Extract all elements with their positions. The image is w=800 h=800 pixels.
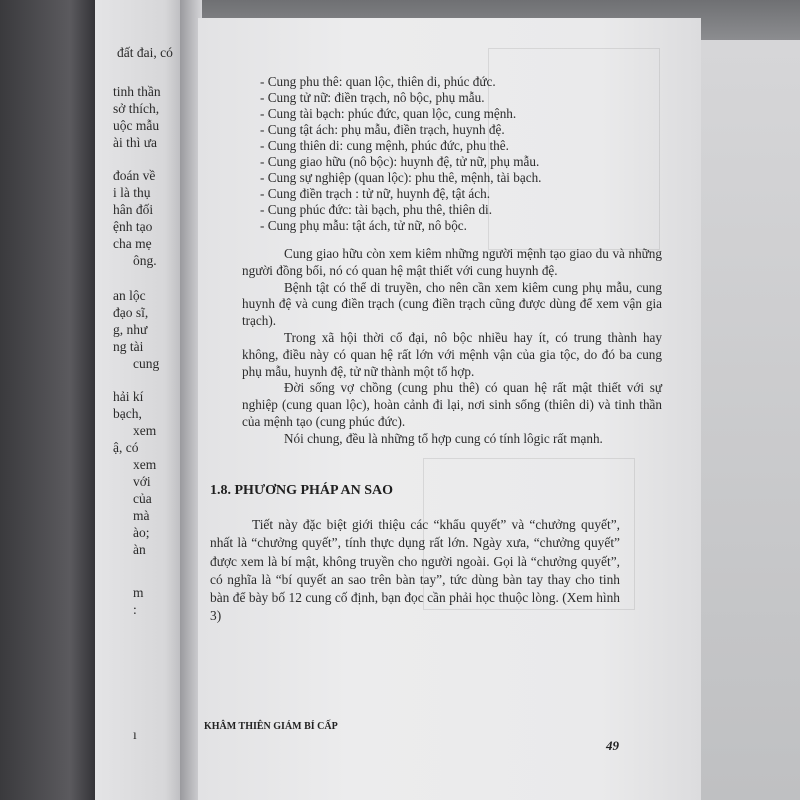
left-page-line: mà [133, 508, 150, 523]
list-item: - Cung thiên di: cung mệnh, phúc đức, phu thê. [260, 138, 509, 153]
left-page-line: : [133, 602, 137, 617]
left-page-line: ài thì ưa [113, 135, 158, 150]
paragraph: Tiết này đặc biệt giới thiệu các “khẩu quyết” và “chưởng quyết”, nhất là “chưởng quyết”, tính thực dụng rất lớn. Ngày xưa, “chưởng quyết” được xem là bí mật, không truyền cho người ngoài. Gọi là “chưởng quyết”, có nghĩa là “bí quyết an sao trên bàn tay”, tức dùng bàn tay thay cho tinh bàn để bày bố 12 cung cố định, bạn đọc cần phải học thuộc lòng. (Xem hình 3) [210, 517, 620, 624]
book-cover-edge [0, 0, 100, 800]
list-item: - Cung sự nghiệp (quan lộc): phu thê, mệnh, tài bạch. [260, 170, 542, 185]
body-paragraphs [242, 246, 662, 448]
left-page-line: xem [133, 457, 157, 472]
left-page-line: xem [133, 423, 157, 438]
left-page-line: ậ, có [113, 440, 139, 455]
list-item: - Cung phụ mẫu: tật ách, tử nữ, nô bộc. [260, 218, 467, 233]
paragraph: Bệnh tật có thể di truyền, cho nên cần xem kiêm cung phụ mẫu, cung huynh đệ và cung điền trạch (cung điền trạch cũng được dùng để xem vận gia trạch). [242, 279, 662, 329]
left-page-line: ng tài [113, 339, 144, 354]
left-page-line: với [133, 474, 151, 489]
left-page-line: ào; [133, 525, 150, 540]
left-page-line: đất đai, có [117, 45, 173, 60]
right-page [198, 18, 701, 800]
paragraph: Trong xã hội thời cổ đại, nô bộc nhiều hay ít, có trung thành hay không, điều này có quan hệ rất lớn với mệnh vận của gia tộc, do đó ba cung phụ mẫu, huynh đệ, tử nữ thành một tổ hợp. [242, 329, 662, 379]
left-page-line: cha mẹ [113, 236, 152, 251]
left-page-line: ông. [133, 253, 157, 268]
page-number: 49 [606, 738, 619, 753]
left-page-line: an lộc [113, 288, 146, 303]
paragraph: Đời sống vợ chồng (cung phu thê) có quan hệ rất mật thiết với sự nghiệp (cung quan lộc), hoàn cảnh đi lại, nơi sinh sống (thiên di) và tinh thần của mệnh tạo (cung phúc đức). [242, 380, 662, 429]
left-page-line: hải kí [113, 389, 144, 404]
list-item: - Cung tử nữ: điền trạch, nô bộc, phụ mẫu. [260, 90, 485, 105]
left-page-line: g, như [113, 322, 148, 337]
left-page-line: uộc mẫu [113, 118, 160, 133]
section-body [210, 516, 620, 626]
left-page-line: hân đối [113, 202, 154, 217]
left-page-line: ı [133, 727, 137, 742]
list-item: - Cung điền trạch : tử nữ, huynh đệ, tật ách. [260, 186, 491, 201]
left-page-line: tinh thần [113, 84, 161, 99]
list-item: - Cung tật ách: phụ mẫu, điền trạch, huynh đệ. [260, 122, 505, 137]
list-item: - Cung tài bạch: phúc đức, quan lộc, cung mệnh. [260, 106, 517, 121]
list-item: - Cung giao hữu (nô bộc): huynh đệ, tử nữ, phụ mẫu. [260, 154, 540, 169]
left-page-line: đạo sĩ, [113, 305, 149, 320]
left-page-line: ệnh tạo [113, 219, 153, 234]
background-book [700, 40, 800, 800]
left-page-line: àn [133, 542, 146, 557]
paragraph: Cung giao hữu còn xem kiêm những người mệnh tạo giao du và những người đồng bối, nó có quan hệ mật thiết với cung huynh đệ. [242, 246, 662, 278]
left-page-line: sở thích, [113, 101, 160, 116]
section-heading: 1.8. PHƯƠNG PHÁP AN SAO [210, 483, 394, 498]
list-item: - Cung phúc đức: tài bạch, phu thê, thiên di. [260, 202, 493, 217]
paragraph: Nói chung, đều là những tổ hợp cung có tính lôgic rất mạnh. [284, 430, 603, 446]
left-page-line: của [133, 491, 152, 506]
running-footer-title: KHÂM THIÊN GIÁM BÍ CẤP [204, 721, 338, 732]
left-page-line: i là thụ [113, 185, 151, 200]
bleed-through-table [488, 48, 660, 250]
left-page-line: bạch, [113, 406, 142, 421]
left-page-line: cung [133, 356, 160, 371]
list-item: - Cung phu thê: quan lộc, thiên di, phúc đức. [260, 74, 496, 89]
left-page-line: đoán về [113, 168, 156, 183]
left-page-line: m [133, 585, 144, 600]
